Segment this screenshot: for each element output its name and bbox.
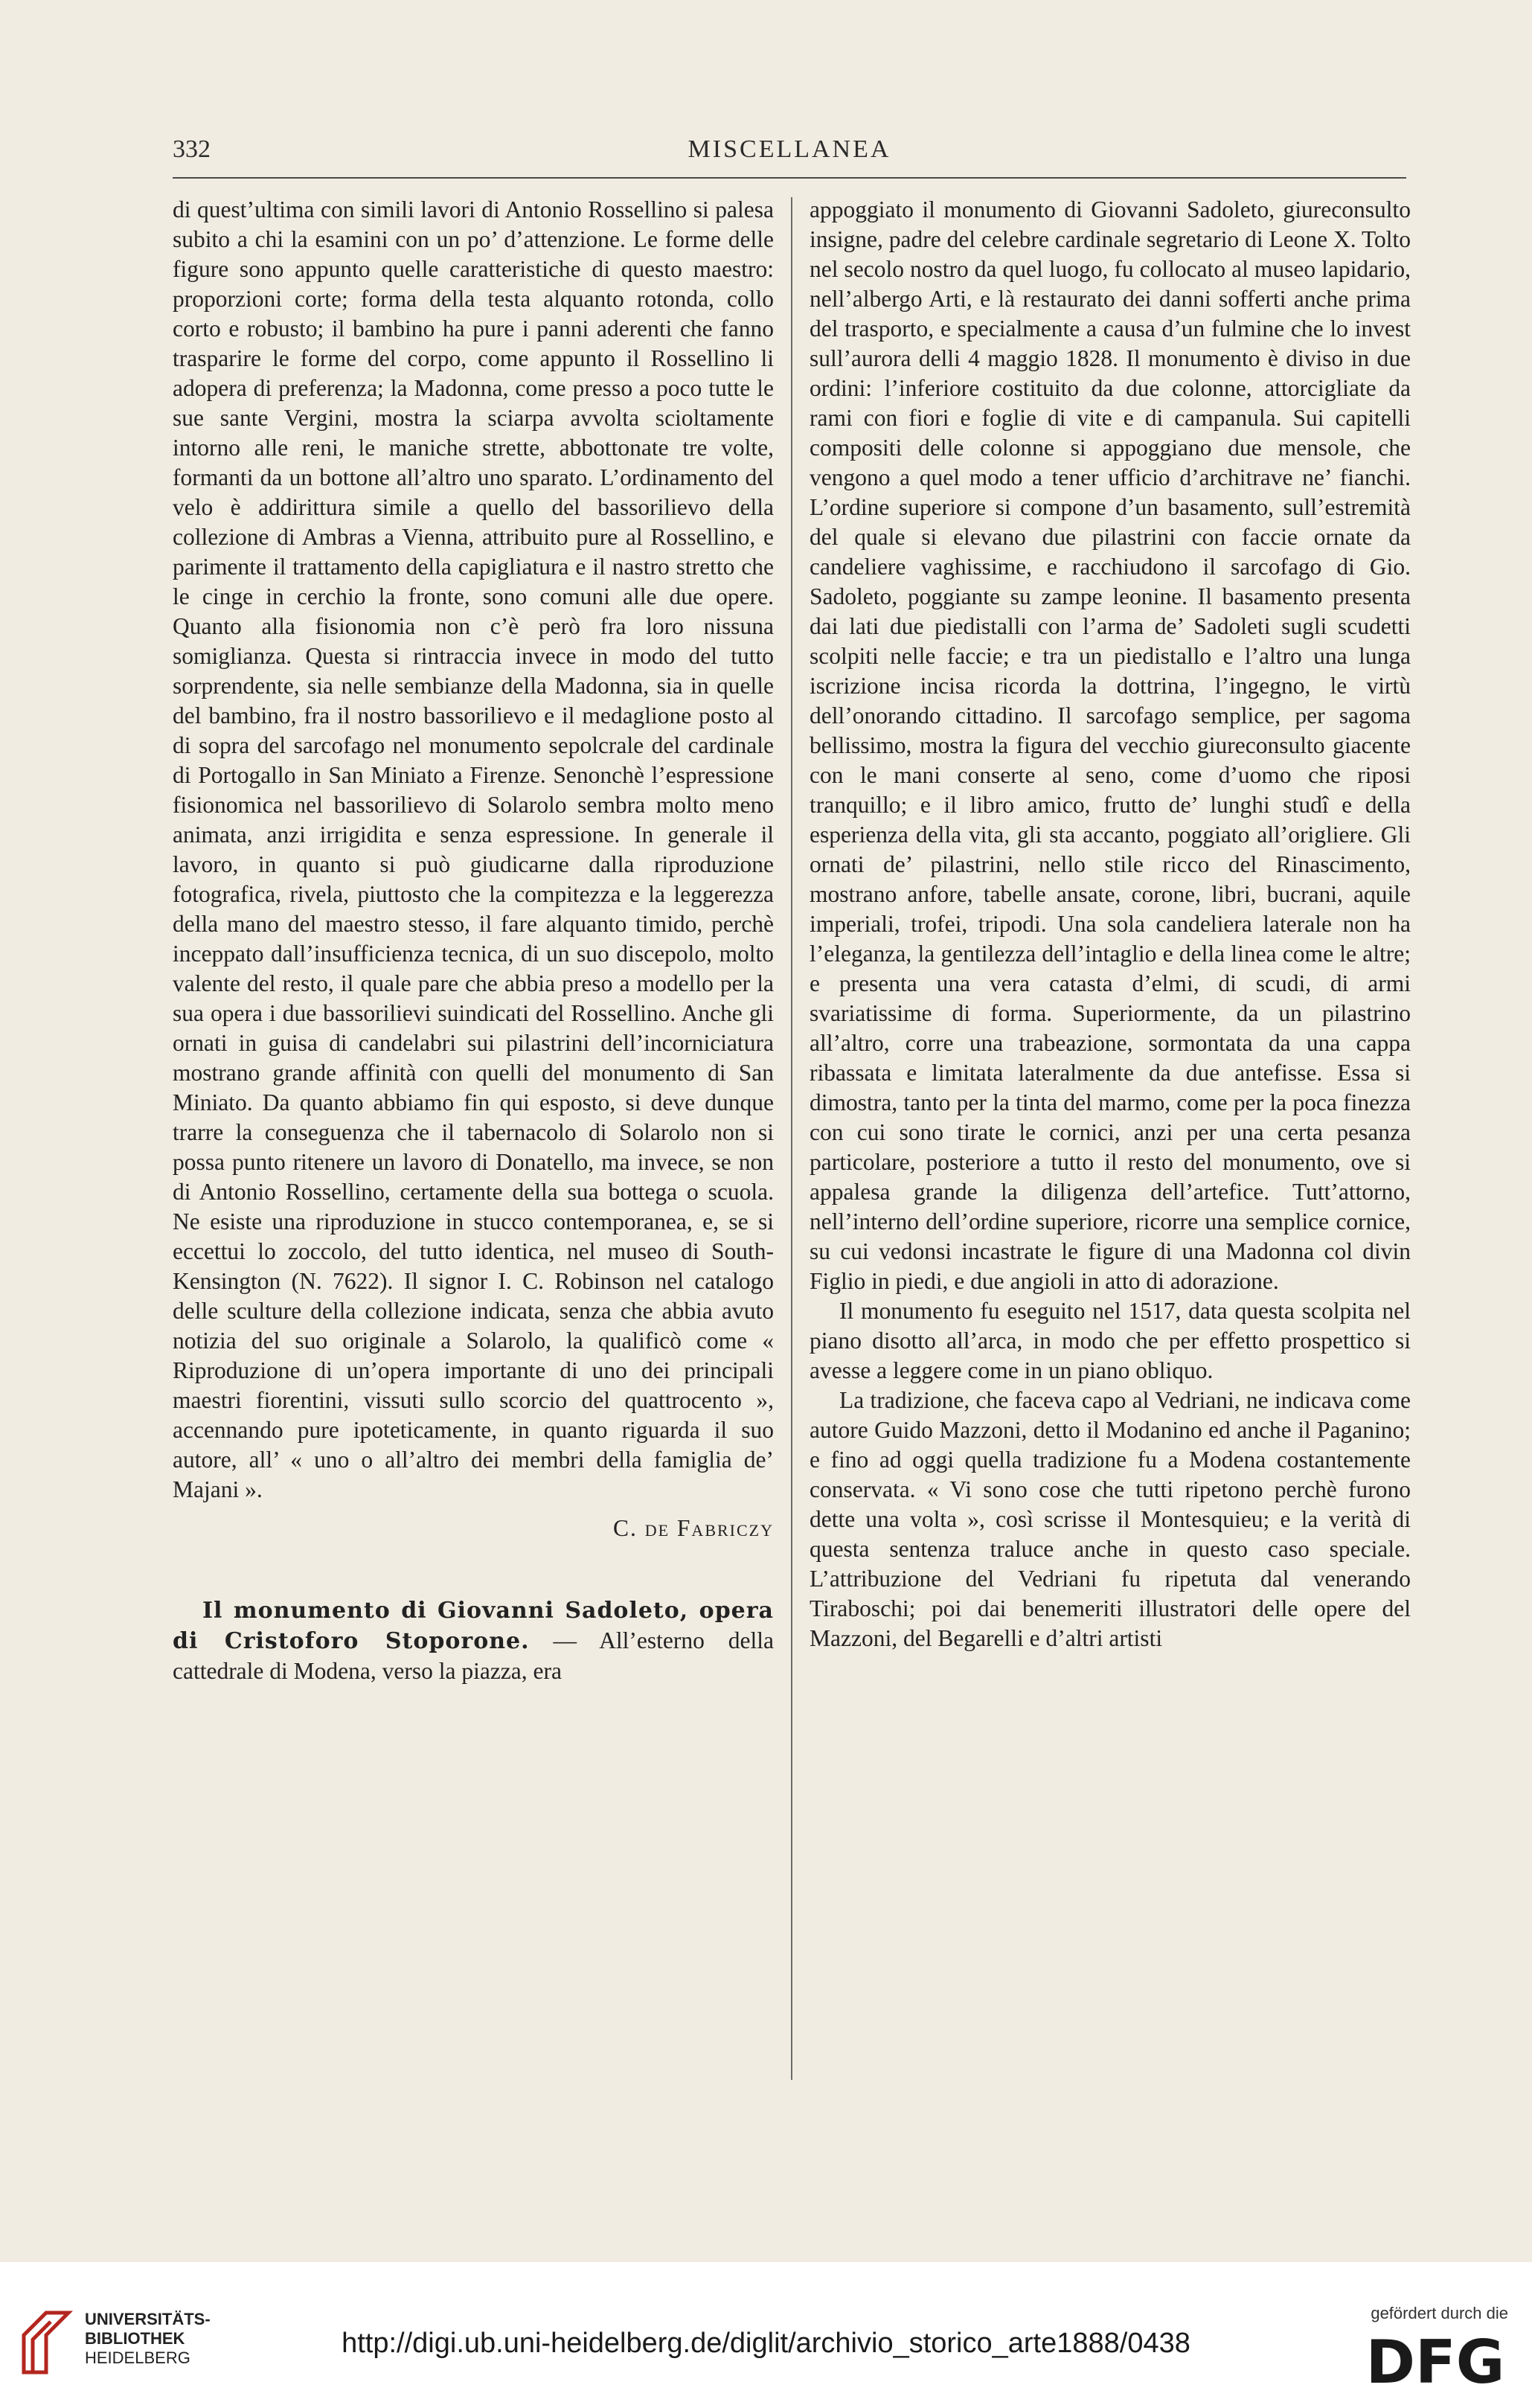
author-signature: C. de Fabriczy (612, 1515, 774, 1541)
left-column (173, 195, 774, 1686)
right-paragraph-1: appoggiato il monumento di Giovanni Sadoleto, giureconsulto insigne, padre del celebre cardinale segretario di Leone X. Tolto nel secolo nostro da quel luogo, fu collocato al museo lapidario, nell’albergo Arti, e là restaurato dei danni sofferti anche prima del trasporto, e specialmente a causa d’un fulmine che lo invest sull’aurora delli 4 maggio 1828. Il monumento è diviso in due ordini: l’inferiore costituito da due colonne, attorcigliate da rami con fiori e foglie di vite e di campanula. Sui capitelli compositi delle colonne si appoggiano due mensole, che vengono a quel modo a tener ufficio d’architrave ne’ fianchi. L’ordine superiore si compone d’un basamento, sull’estremità del quale si elevano due pilastrini con faccie ornate da candeliere vaghissime, e racchiudono il sarcofago di Gio. Sadoleto, poggiante su zampe leonine. Il basamento presenta dai lati due piedistalli con l’arma de’ Sadoleti sugli scudetti scolpiti nelle faccie; e tra un piedistallo e l’altro una lunga iscrizione incisa ricorda la dottrina, l’ingegno, le virtù dell’onorando cittadino. Il sarcofago semplice, per sagoma bellissimo, mostra la figura del vecchio giureconsulto giacente con le mani conserte al seno, come d’uomo che riposi tranquillo; e il libro amico, frutto de’ lunghi studî e della esperienza della vita, gli sta accanto, poggiato all’origliere. Gli ornati de’ pilastrini, nello stile ricco del Rinascimento, mostrano anfore, tabelle ansate, corone, libri, bucrani, aquile imperiali, trofei, tripodi. Una sola candeliera laterale non ha l’eleganza, la gentilezza dell’intaglio e della linea come le altre; e presenta una vera catasta d’elmi, di scudi, di armi svariatissime di forma. Superiormente, da un pilastrino all’altro, corre una trabeazione, sormontata da una cappa ribassata e limitata lateralmente da due antefisse. Essa si dimostra, tanto per la tinta del marmo, come per la poca finezza con cui sono tirate le cornici, anzi per una certa pesanza particolare, posteriore a tutto il resto del monumento, ove si appalesa grande la diligenza dell’artefice. Tutt’attorno, nell’interno dell’ordine superiore, ricorre una semplice cornice, su cui vedonsi incastrate le figure di una Madonna col divin Figlio in piedi, e due angioli in atto di adorazione. (810, 196, 1411, 1294)
right-column (810, 195, 1411, 1653)
right-paragraph-2: Il monumento fu eseguito nel 1517, data questa scolpita nel piano disotto all’arca, in modo che per effetto prospettico si avesse a leggere come in un piano obliquo. (810, 1298, 1411, 1383)
library-name-line2: BIBLIOTHEK (85, 2329, 185, 2348)
library-name-line1: UNIVERSITÄTS- (85, 2310, 211, 2328)
article-opening (173, 1595, 774, 1686)
digitization-footer (0, 2262, 1532, 2408)
sponsor-label: gefördert durch die (1371, 2304, 1508, 2322)
library-name-line3: HEIDELBERG (85, 2348, 190, 2367)
column-divider (791, 197, 792, 2080)
article-title: Il monumento di Giovanni Sadoleto, opera di Cristoforo Stoporone. (173, 1598, 774, 1654)
article-start-text: — All’esterno della cattedrale di Modena, verso la piazza, era (173, 1627, 774, 1684)
dfg-logo-icon (1361, 2328, 1510, 2390)
running-head (173, 135, 1406, 173)
page-head-title: MISCELLANEA (688, 135, 891, 163)
left-paragraph-1: di quest’ultima con simili lavori di Antonio Rossellino si palesa subito a chi la esamini con un po’ d’attenzione. Le forme delle figure sono appunto quelle caratteristiche di questo maestro: proporzioni corte; forma della testa alquanto rotonda, collo corto e robusto; il bambino ha pure i panni aderenti che fanno trasparire le forme del corpo, come appunto il Rossellino li adopera di preferenza; la Madonna, come presso a poco tutte le sue sante Vergini, mostra la sciarpa avvolta scioltamente intorno alle reni, le maniche strette, abbottonate tre volte, formanti da un bottone all’altro uno sparato. L’ordinamento del velo è addirittura simile a quello del bassorilievo della collezione di Ambras a Vienna, attribuito pure al Rossellino, e parimente il trattamento della capigliatura e il nastro stretto che le cinge in cerchio la fronte, sono comuni alle due opere. Quanto alla fisionomia non c’è però fra loro nissuna somiglianza. Questa si rintraccia invece in modo del tutto sorprendente, sia nelle sembianze della Madonna, sia in quelle del bambino, fra il nostro bassorilievo e il medaglione posto al di sopra del sarcofago nel monumento sepolcrale del cardinale di Portogallo in San Miniato a Firenze. Senonchè l’espressione fisionomica nel bassorilievo di Solarolo sembra molto meno animata, anzi irrigidita e senza espressione. In generale il lavoro, in quanto si può giudicarne dalla riproduzione fotografica, rivela, piuttosto che la compitezza e la leggerezza della mano del maestro stesso, il fare alquanto timido, perchè inceppato dall’insufficienza tecnica, di un suo discepolo, molto valente del resto, il quale pare che abbia preso a modello per la sua opera i due bassorilievi suindicati del Rossellino. Anche gli ornati in guisa di candelabri sui pilastrini dell’incorniciatura mostrano grande affinità con quelli del monumento di San Miniato. Da quanto abbiamo fin qui esposto, si deve dunque trarre la conseguenza che il tabernacolo di Solarolo non si possa punto ritenere un lavoro di Donatello, ma invece, se non di Antonio Rossellino, certamente della sua bottega o scuola. Ne esiste una riproduzione in stucco contemporanea, e, se si eccettui lo zoccolo, del tutto identica, nel museo di South-Kensington (N. 7622). Il signor I. C. Robinson nel catalogo delle sculture della collezione indicata, senza che abbia avuto notizia del suo originale a Solarolo, la qualificò come « Riproduzione di un’opera importante di uno dei principali maestri fiorentini, vissuti sullo scorcio del quattrocento », accennando pure ipoteticamente, in quanto riguarda il suo autore, all’ « uno o all’altro dei membri della famiglia de’ Majani ». (173, 196, 774, 1502)
page-number: 332 (173, 135, 211, 163)
source-url-link[interactable]: http://digi.ub.uni-heidelberg.de/diglit/archivio_storico_arte1888/0438 (342, 2328, 1190, 2359)
right-paragraph-3: La tradizione, che faceva capo al Vedriani, ne indicava come autore Guido Mazzoni, detto il Modanino ed anche il Paganino; e fino ad oggi quella tradizione fu a Modena costantemente conservata. « Vi sono cose che tutti ripetono perchè furono dette una volta », così scrisse il Montesquieu; e la verità di questa sentenza traluce anche in questo caso speciale. L’attribuzione del Vedriani fu ripetuta dal venerando Tiraboschi; poi dai benemeriti illustratori delle opere del Mazzoni, del Begarelli e d’altri artisti (810, 1387, 1411, 1651)
header-rule (173, 177, 1406, 179)
dfg-logo-text: DFG (1365, 2328, 1505, 2390)
